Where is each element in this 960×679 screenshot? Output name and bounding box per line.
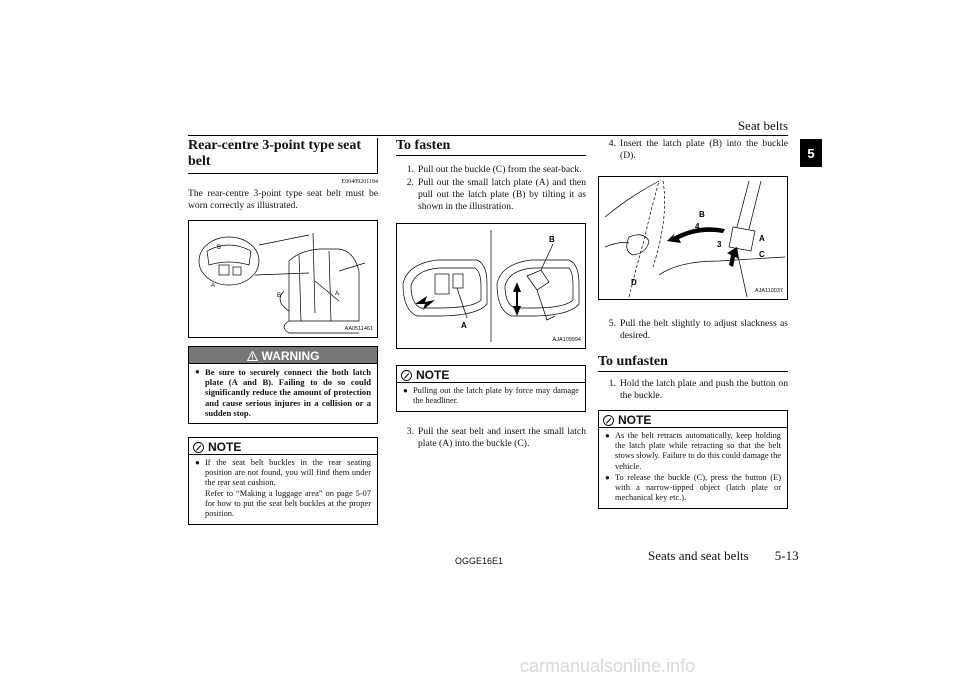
step-item: 1. Pull out the buckle (C) from the seat-back. — [406, 164, 582, 175]
figure-code: AJA109994 — [552, 337, 581, 343]
page-footer — [648, 548, 799, 564]
note-body — [189, 455, 377, 524]
note-bullet — [605, 431, 781, 472]
warning-bullet — [195, 367, 371, 418]
label-step-4: 4 — [695, 222, 700, 231]
figure-code: AA0511461 — [344, 326, 373, 332]
note-body — [397, 383, 585, 411]
label-a: A — [461, 321, 467, 330]
column-left — [188, 138, 378, 525]
label-a: A — [759, 234, 765, 243]
note-box — [598, 410, 788, 509]
unfasten-steps — [598, 378, 788, 402]
note-text: If the seat belt buckles in the rear seating position are not found, you will find them under the rear seat cushion. — [205, 458, 371, 488]
bullet-dot: ● — [403, 386, 408, 395]
footer-section: Seats and seat belts — [648, 548, 749, 563]
bullet-dot: ● — [195, 367, 200, 376]
buckle-illustration — [599, 177, 787, 299]
note-pen-icon — [193, 442, 204, 453]
label-a-inset: A — [211, 283, 216, 289]
latch-plate-figure — [396, 223, 586, 349]
note-text: To release the buckle (C), press the button (E) with a narrow-tipped object (latch plate or mechanical key etc.). — [615, 472, 781, 503]
note-title-bar — [189, 438, 377, 455]
fasten-step-5 — [598, 318, 788, 342]
warning-title-bar — [189, 347, 377, 364]
note-box — [188, 437, 378, 525]
warning-title: WARNING — [261, 349, 320, 363]
label-a-seat: A — [335, 291, 340, 297]
fasten-heading: To fasten — [396, 138, 586, 156]
chapter-tab[interactable]: 5 — [800, 139, 822, 167]
heading-block — [188, 138, 378, 173]
step-item: 2. Pull out the small latch plate (A) and then pull out the latch plate (B) by tilting it as shown in the illustration. — [406, 177, 586, 212]
page-number: 5-13 — [774, 548, 799, 563]
rear-seat-figure — [188, 220, 378, 338]
header-rule — [188, 135, 788, 136]
note-title: NOTE — [208, 440, 242, 455]
note-box — [396, 365, 586, 412]
bullet-dot: ● — [195, 458, 200, 468]
note-body — [599, 428, 787, 508]
bullet-dot: ● — [605, 431, 610, 440]
fasten-step-3 — [396, 426, 586, 450]
rear-seat-illustration — [189, 221, 377, 337]
step-item: 3. Pull the seat belt and insert the small latch plate (A) into the buckle (C). — [406, 426, 586, 450]
document-code: OGGE16E1 — [455, 556, 504, 566]
note-bullet — [605, 473, 781, 504]
step-item: 4. Insert the latch plate (B) into the buckle (D). — [608, 138, 788, 161]
buckle-figure — [598, 176, 788, 300]
label-b: B — [549, 235, 555, 244]
note-bullet — [195, 458, 371, 519]
note-title: NOTE — [618, 413, 652, 427]
step-item: 5. Pull the belt slightly to adjust slackness as desired. — [608, 318, 788, 341]
label-c: C — [759, 250, 765, 259]
note-title-bar — [599, 411, 787, 428]
column-right — [598, 138, 788, 509]
section-header: Seat belts — [737, 118, 788, 133]
section-code: E00409201184 — [341, 179, 378, 185]
note-bullet — [403, 386, 579, 406]
fasten-step-4 — [598, 138, 788, 162]
warning-text: Be sure to securely connect the both latch plate (A and B). Failing to do so could significantly reduce the amount of protection and cause serious injures in a collision or a sudden stop. — [205, 367, 371, 418]
warning-triangle-icon — [247, 351, 258, 361]
label-d: D — [631, 278, 637, 287]
section-heading: Rear-centre 3-point type seat belt — [188, 138, 362, 169]
label-b-inset: B — [217, 245, 222, 251]
label-step-3: 3 — [717, 240, 722, 249]
heading-rule — [188, 173, 378, 174]
note-reference: Refer to “Making a luggage area” on page 5-07 for how to put the seat belt buckles at the proper position. — [205, 488, 371, 519]
note-text: As the belt retracts automatically, keep holding the latch plate while retracting so that the belt stows slowly. Failure to do this could damage the vehicle. — [615, 431, 781, 471]
note-title-bar — [397, 366, 585, 383]
label-b: B — [699, 210, 705, 219]
latch-plate-illustration — [397, 224, 585, 348]
intro-text: The rear-centre 3-point type seat belt must be worn correctly as illustrated. — [188, 188, 378, 211]
note-pen-icon — [603, 415, 614, 426]
label-b-seat: B — [277, 293, 282, 299]
unfasten-heading: To unfasten — [598, 354, 788, 372]
note-pen-icon — [401, 370, 412, 381]
step-item: 1. Hold the latch plate and push the button on the buckle. — [608, 378, 788, 401]
watermark: carmanualsonline.info — [520, 656, 696, 676]
warning-box — [188, 346, 378, 424]
fasten-steps — [396, 164, 586, 213]
note-title: NOTE — [416, 368, 450, 382]
bullet-dot: ● — [605, 472, 610, 482]
column-middle — [396, 138, 586, 451]
figure-code: AJA110037 — [754, 288, 783, 294]
note-text: Pulling out the latch plate by force may damage the headliner. — [413, 386, 579, 406]
warning-body — [189, 364, 377, 423]
